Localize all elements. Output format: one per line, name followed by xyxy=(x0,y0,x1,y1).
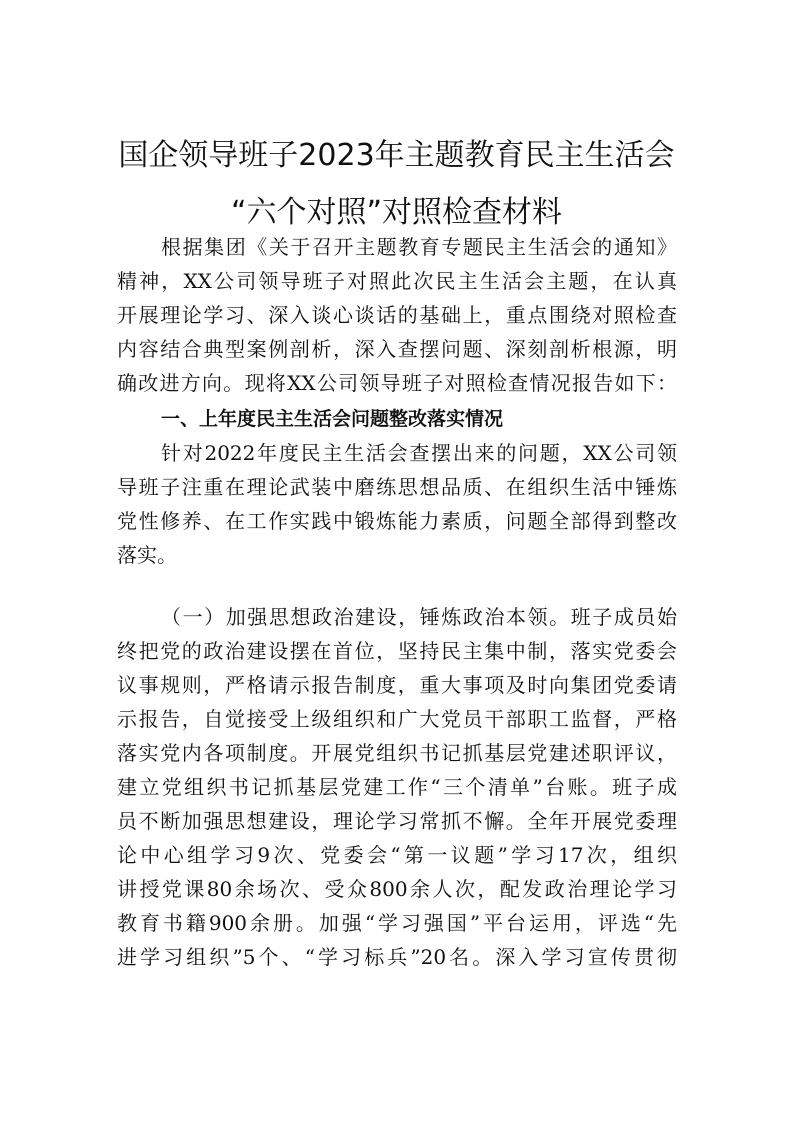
body-text-line: 党性修养、在工作实践中锻炼能力素质，问题全部得到整改 xyxy=(117,509,677,533)
body-text-line: 内容结合典型案例剖析，深入查摆问题、深刻剖析根源，明 xyxy=(117,337,677,361)
body-text-line: （一）加强思想政治建设，锤炼政治本领。班子成员始 xyxy=(161,605,677,629)
body-text-line: 教育书籍900余册。加强“学习强国”平台运用，评选“先 xyxy=(117,911,677,935)
body-text-line: 员不断加强思想建设，理论学习常抓不懈。全年开展党委理 xyxy=(117,809,677,833)
body-text-line: 针对2022年度民主生活会查摆出来的问题，XX公司领 xyxy=(161,441,677,465)
body-text-line: 落实。 xyxy=(117,543,177,567)
document-title-line-1: 国企领导班子2023年主题教育民主生活会 xyxy=(118,138,675,173)
body-text-line: 开展理论学习、深入谈心谈话的基础上，重点围绕对照检查 xyxy=(117,303,677,327)
body-text-line: 根据集团《关于召开主题教育专题民主生活会的通知》 xyxy=(161,235,677,259)
body-text-line: 确改进方向。现将XX公司领导班子对照检查情况报告如下： xyxy=(117,371,677,395)
body-text-line: 建立党组织书记抓基层党建工作“三个清单”台账。班子成 xyxy=(117,775,677,799)
body-text-line: 终把党的政治建设摆在首位，坚持民主集中制，落实党委会 xyxy=(117,639,677,663)
section-heading: 一、上年度民主生活会问题整改落实情况 xyxy=(161,408,504,430)
document-title-line-2: “六个对照”对照检查材料 xyxy=(230,195,563,230)
body-text-line: 落实党内各项制度。开展党组织书记抓基层党建述职评议， xyxy=(117,741,677,765)
body-text-line: 议事规则，严格请示报告制度，重大事项及时向集团党委请 xyxy=(117,673,677,697)
body-text-line: 论中心组学习9次、党委会“第一议题”学习17次，组织 xyxy=(117,843,677,867)
body-text-line: 进学习组织”5个、“学习标兵”20名。深入学习宣传贯彻 xyxy=(117,945,677,969)
body-text-line: 导班子注重在理论武装中磨练思想品质、在组织生活中锤炼 xyxy=(117,475,677,499)
body-text-line: 精神，XX公司领导班子对照此次民主生活会主题，在认真 xyxy=(117,269,677,293)
body-text-line: 讲授党课80余场次、受众800余人次，配发政治理论学习 xyxy=(117,877,677,901)
body-text-line: 示报告，自觉接受上级组织和广大党员干部职工监督，严格 xyxy=(117,707,677,731)
